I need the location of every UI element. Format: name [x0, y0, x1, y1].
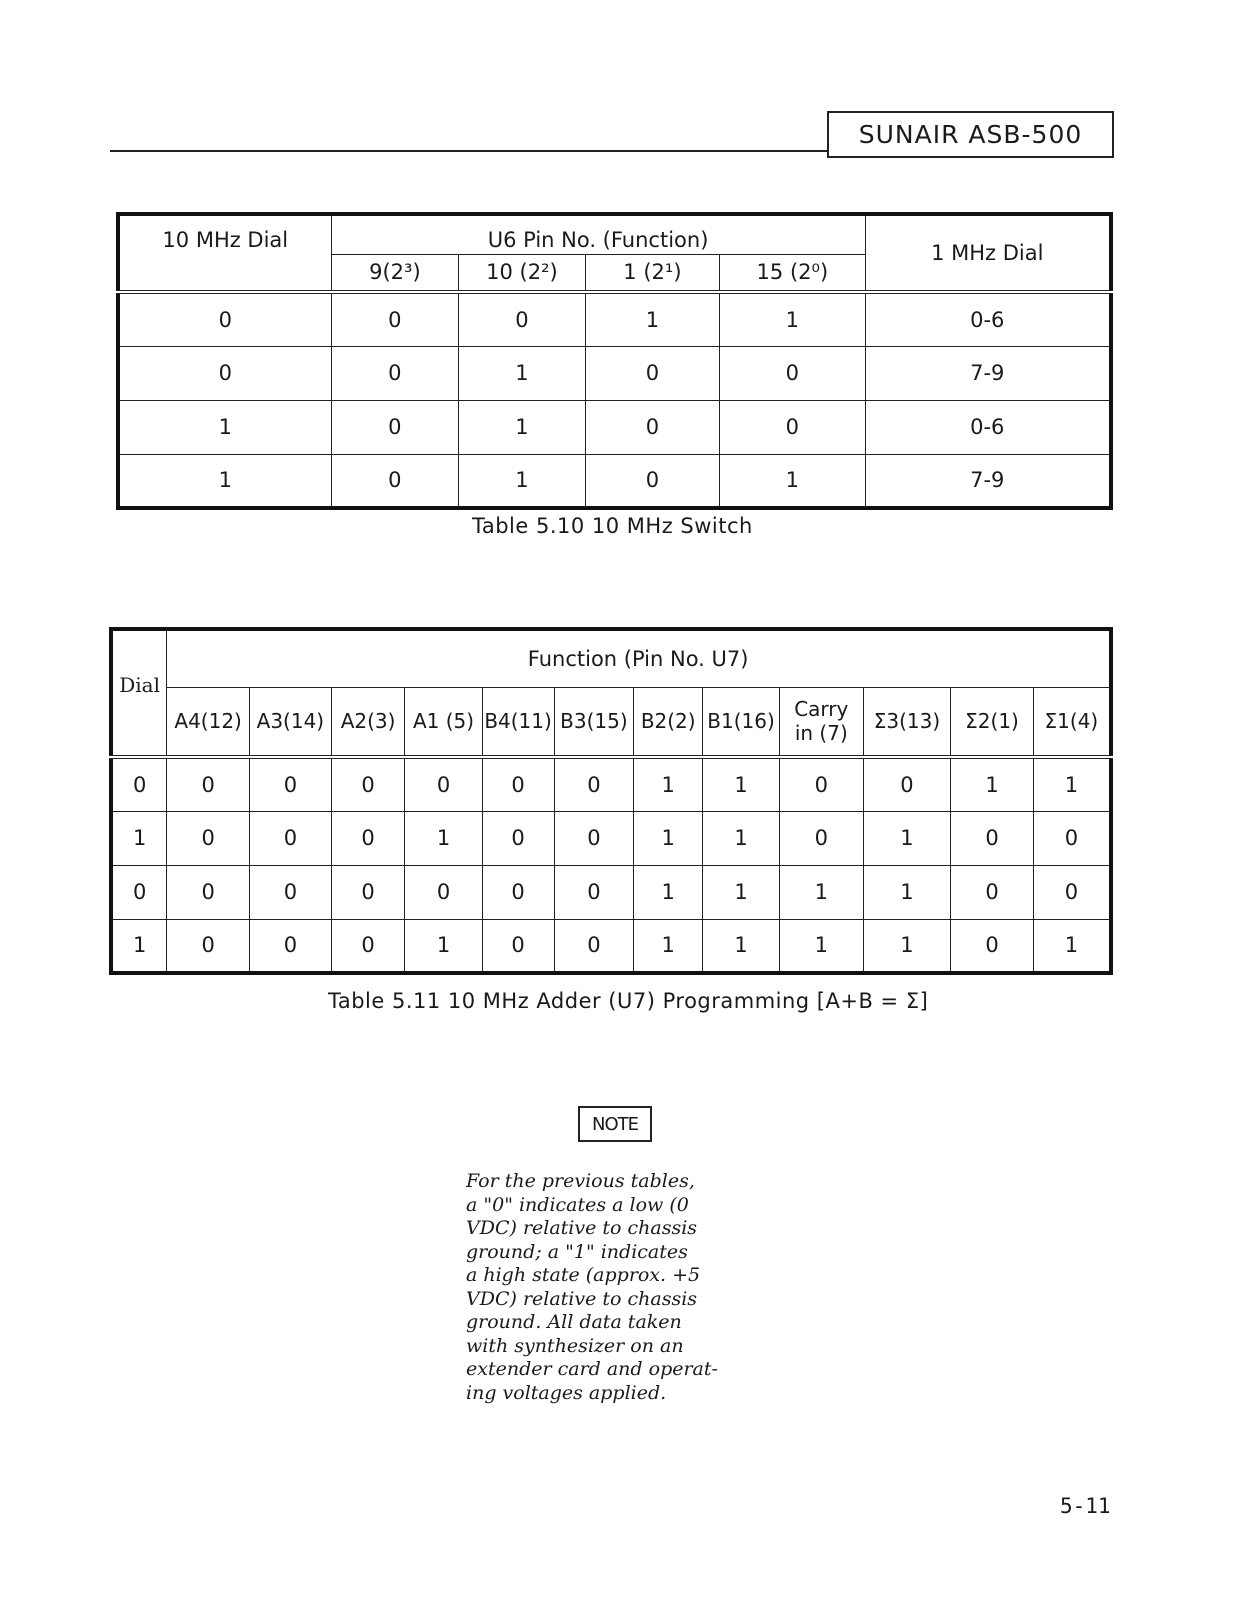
- col-header-1mhz-dial: 1 MHz Dial: [865, 214, 1111, 292]
- cell: 1: [779, 919, 863, 973]
- table-10mhz-adder: [109, 627, 1113, 975]
- col-header-dial: Dial: [111, 629, 167, 757]
- sub-header-cell: Σ3(13): [863, 687, 951, 757]
- sub-header-cell: 10 (2²): [459, 254, 586, 292]
- cell: 0: [405, 757, 482, 811]
- col-header-u6-pin: U6 Pin No. (Function): [331, 214, 865, 254]
- note-line: ground; a "1" indicates: [466, 1240, 688, 1263]
- sub-header-cell: A4(12): [167, 687, 250, 757]
- note-line: with synthesizer on an: [466, 1334, 684, 1357]
- table-row: [118, 400, 1111, 454]
- sub-header-cell: Carry in (7): [779, 687, 863, 757]
- sub-header-cell: 9(2³): [331, 254, 459, 292]
- cell: 1: [863, 811, 951, 865]
- cell: 1: [863, 865, 951, 919]
- note-line: a "0" indicates a low (0: [466, 1193, 689, 1216]
- cell: 1: [1033, 919, 1111, 973]
- table-10mhz-switch: [116, 212, 1113, 510]
- sub-header-cell: A3(14): [250, 687, 332, 757]
- cell: 1: [720, 454, 865, 508]
- cell: 1: [720, 292, 865, 346]
- cell: 1: [951, 757, 1034, 811]
- cell: 0-6: [865, 292, 1111, 346]
- sub-header-cell: 1 (2¹): [585, 254, 719, 292]
- note-line: ing voltages applied.: [466, 1381, 667, 1404]
- cell: 0: [1033, 865, 1111, 919]
- cell: 1: [459, 454, 586, 508]
- table-caption: Table 5.10 10 MHz Switch: [472, 514, 753, 538]
- table-row: [118, 292, 1111, 346]
- cell: 0: [331, 292, 459, 346]
- cell: 0: [331, 400, 459, 454]
- cell: 0: [482, 865, 554, 919]
- cell: 0: [482, 757, 554, 811]
- sub-header-cell: A2(3): [331, 687, 405, 757]
- note-text: [466, 1170, 766, 1405]
- cell: 0: [554, 757, 634, 811]
- cell: 1: [405, 919, 482, 973]
- table-row: [111, 865, 1111, 919]
- cell: 1: [779, 865, 863, 919]
- cell: 0: [951, 865, 1034, 919]
- cell: 0: [167, 811, 250, 865]
- table-caption: Table 5.11 10 MHz Adder (U7) Programming [A+B = Σ]: [328, 989, 929, 1013]
- cell: 0: [118, 292, 331, 346]
- cell: 1: [703, 757, 780, 811]
- cell: 0: [459, 292, 586, 346]
- cell: 0: [331, 757, 405, 811]
- note-line: extender card and operat-: [466, 1358, 718, 1380]
- cell: 0: [167, 919, 250, 973]
- cell: 1: [405, 811, 482, 865]
- cell: 1: [118, 454, 331, 508]
- cell: 0: [482, 919, 554, 973]
- cell: 0: [331, 865, 405, 919]
- cell: 0: [111, 865, 167, 919]
- cell: 0-6: [865, 400, 1111, 454]
- cell: 0: [405, 865, 482, 919]
- cell: 0: [111, 757, 167, 811]
- cell: 1: [863, 919, 951, 973]
- table-row: [111, 757, 1111, 811]
- cell: 1: [703, 919, 780, 973]
- sub-header-cell: 15 (2⁰): [720, 254, 865, 292]
- table-row: [118, 346, 1111, 400]
- col-header-10mhz-dial: 10 MHz Dial: [118, 214, 331, 292]
- cell: 0: [585, 346, 719, 400]
- cell: 1: [459, 346, 586, 400]
- cell: 7-9: [865, 346, 1111, 400]
- cell: 1: [634, 865, 703, 919]
- header-rule: [110, 150, 827, 152]
- cell: 7-9: [865, 454, 1111, 508]
- col-header-function: Function (Pin No. U7): [167, 629, 1111, 687]
- cell: 0: [779, 757, 863, 811]
- cell: 0: [720, 346, 865, 400]
- cell: 0: [779, 811, 863, 865]
- cell: 1: [703, 865, 780, 919]
- table-row: [118, 454, 1111, 508]
- cell: 0: [250, 757, 332, 811]
- cell: 1: [634, 811, 703, 865]
- sub-header-cell: Σ2(1): [951, 687, 1034, 757]
- sub-header-cell: B2(2): [634, 687, 703, 757]
- sub-header-cell: B3(15): [554, 687, 634, 757]
- cell: 0: [554, 865, 634, 919]
- sub-header-cell: A1 (5): [405, 687, 482, 757]
- cell: 0: [951, 919, 1034, 973]
- cell: 1: [634, 919, 703, 973]
- cell: 0: [250, 865, 332, 919]
- cell: 0: [554, 919, 634, 973]
- note-line: ground. All data taken: [466, 1311, 682, 1333]
- sub-header-cell: B1(16): [703, 687, 780, 757]
- table-row: [111, 811, 1111, 865]
- page-number: 5-11: [1060, 1494, 1111, 1518]
- cell: 0: [482, 811, 554, 865]
- cell: 1: [1033, 757, 1111, 811]
- note-line: VDC) relative to chassis: [466, 1287, 698, 1310]
- cell: 0: [331, 811, 405, 865]
- note-line: VDC) relative to chassis: [466, 1217, 698, 1239]
- cell: 0: [250, 919, 332, 973]
- sub-header-row: [111, 687, 1111, 757]
- cell: 0: [585, 454, 719, 508]
- cell: 0: [331, 919, 405, 973]
- cell: 0: [585, 400, 719, 454]
- cell: 1: [585, 292, 719, 346]
- header-title: SUNAIR ASB-500: [827, 111, 1114, 158]
- cell: 0: [331, 346, 459, 400]
- cell: 0: [118, 346, 331, 400]
- sub-header-cell: B4(11): [482, 687, 554, 757]
- cell: 1: [118, 400, 331, 454]
- cell: 0: [1033, 811, 1111, 865]
- cell: 1: [703, 811, 780, 865]
- table-row: [111, 919, 1111, 973]
- cell: 0: [167, 757, 250, 811]
- cell: 0: [554, 811, 634, 865]
- cell: 0: [331, 454, 459, 508]
- cell: 1: [459, 400, 586, 454]
- note-line: a high state (approx. +5: [466, 1264, 701, 1286]
- cell: 0: [250, 811, 332, 865]
- cell: 0: [167, 865, 250, 919]
- note-label: NOTE: [578, 1106, 652, 1142]
- cell: 0: [720, 400, 865, 454]
- cell: 1: [111, 811, 167, 865]
- cell: 1: [111, 919, 167, 973]
- sub-header-cell: Σ1(4): [1033, 687, 1111, 757]
- cell: 0: [951, 811, 1034, 865]
- cell: 1: [634, 757, 703, 811]
- note-line: For the previous tables,: [466, 1170, 695, 1192]
- cell: 0: [863, 757, 951, 811]
